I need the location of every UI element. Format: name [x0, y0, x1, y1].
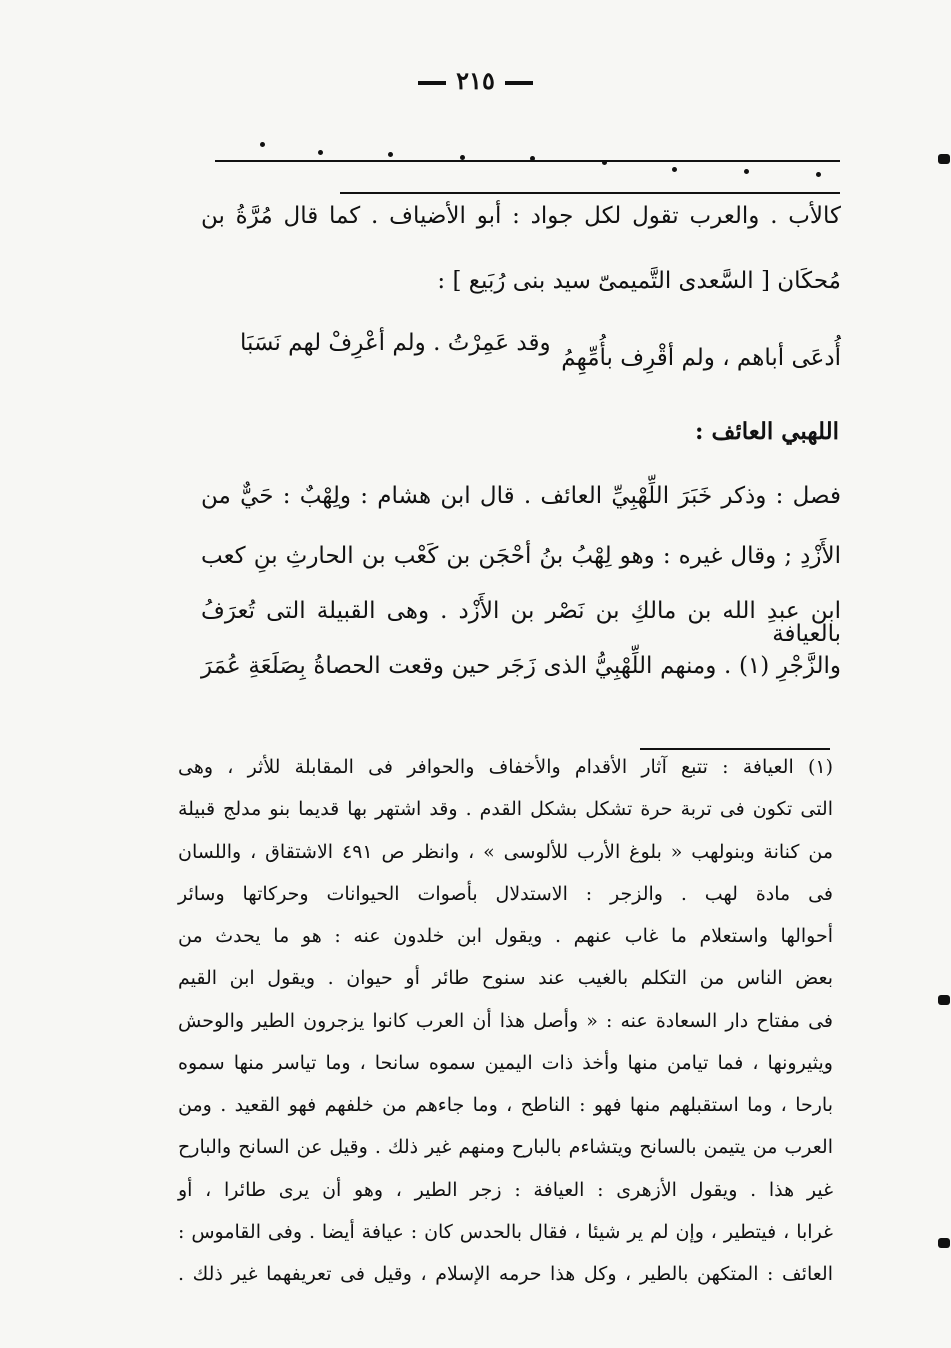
ornament-dot: [744, 169, 749, 174]
body-line: كالأب . والعرب تقول لكل جواد : أبو الأضياف . كما قال مُرَّةُ بن: [201, 203, 841, 229]
page-number-dash-right: [505, 81, 533, 85]
footnote-line: من كنانة وبنولهب « بلوغ الأرب للألوسى » ، وانظر ص ٤٩١ الاشتقاق ، واللسان: [178, 841, 833, 863]
section-line: الأَزْدِ ; وقال غيره : وهو لِهْبُ بنُ أحْجَن بن كَعْب بن الحارثِ بنِ كعب: [201, 543, 841, 569]
footnote-line: فى مفتاح دار السعادة عنه : « وأصل هذا أن العرب كانوا يزجرون الطير والوحش: [178, 1010, 833, 1032]
footnote-line: (١) العيافة : تتبع آثار الأقدام والأخفاف والحوافر فى المقابلة للأثر ، وهى: [178, 756, 833, 778]
header-rule-lower: [340, 192, 840, 194]
ornament-dot: [318, 150, 323, 155]
ornament-dot: [816, 172, 821, 177]
footnote-line: بعض الناس من التكلم بالغيب عند سنوح طائر أو حيوان . ويقول ابن القيم: [178, 967, 833, 989]
ornament-dot: [672, 167, 677, 172]
page-number: [0, 66, 951, 95]
ornament-dot: [602, 160, 607, 165]
verse-hemistich-left: وقد عَمِرْتُ . ولم أعْرِفْ لهم نَسَبَا: [240, 330, 551, 356]
footnote-line: بارحا ، وما استقبلهم منها فهو : الناطح ، وما جاءهم من خلفهم فهو القعيد . ومن: [178, 1094, 833, 1116]
ornament-dot: [388, 152, 393, 157]
binding-mark: [938, 1238, 950, 1248]
verse-hemistich-right: أُدعَى أباهم ، ولم أقْرِف بأُمِّهِمُ: [561, 345, 841, 371]
footnote-line: التى تكون فى تربة حرة تشكل بشكل القدم . وقد اشتهر بها قديما بنو مدلج قبيلة: [178, 798, 833, 820]
ornament-dot: [260, 142, 265, 147]
page-number-text: ٢١٥: [456, 66, 495, 95]
section-line: والزَّجْرِ (١) . ومنهم اللِّهْبِيُّ الذى زَجَر حين وقعت الحصاةُ بِصَلَعَةِ عُمَرَ: [201, 653, 841, 679]
page-number-dash-left: [418, 81, 446, 85]
footnote-line: فى مادة لهب . والزجر : الاستدلال بأصوات الحيوانات وحركاتها وسائر: [178, 883, 833, 905]
body-line: مُحكَان [ السَّعدى التَّميمىّ سيد بنى رُبَيع ] :: [437, 268, 841, 294]
footnote-rule: [640, 748, 830, 750]
binding-mark: [938, 154, 950, 164]
header-rule: [215, 160, 840, 162]
section-heading: اللهبي العائف :: [695, 418, 839, 445]
footnote-line: العرب من يتيمن بالسانح ويتشاءم بالبارح ومنهم غير ذلك . وقيل عن السانح والبارح: [178, 1136, 833, 1158]
section-line: ابن عبدِ الله بن مالكِ بن نَصْر بن الأَزْد . وهى القبيلة التى تُعرَفُ بالعيافة: [201, 598, 841, 647]
footnote-line: غرابا ، فيتطير ، وإن لم ير شيئا ، فقال بالحدس كان : عيافة أيضا . وفى القاموس :: [178, 1221, 833, 1243]
binding-mark: [938, 995, 950, 1005]
ornament-dot: [530, 156, 535, 161]
footnote-line: أحوالها واستعلام ما غاب عنهم . ويقول ابن خلدون عنه : هو ما يحدث من: [178, 925, 833, 947]
section-line: فصل : وذكر خَبَرَ اللِّهْبِيِّ العائف . قال ابن هشام : ولِهْبٌ : حَيٌّ من: [201, 483, 841, 509]
footnote-line: العائف : المتكهن بالطير ، وكل هذا حرمه الإسلام ، وقيل فى تعريفهما غير ذلك .: [178, 1263, 833, 1285]
footnote-line: ويثيرونها ، فما تيامن منها وأخذ ذات اليمين سموه سانحا ، وما تياسر منها سموه: [178, 1052, 833, 1074]
footnote-line: غير هذا . ويقول الأزهرى : العيافة : زجر الطير ، وهو أن يرى طائرا ، أو: [178, 1179, 833, 1201]
ornament-dot: [460, 155, 465, 160]
